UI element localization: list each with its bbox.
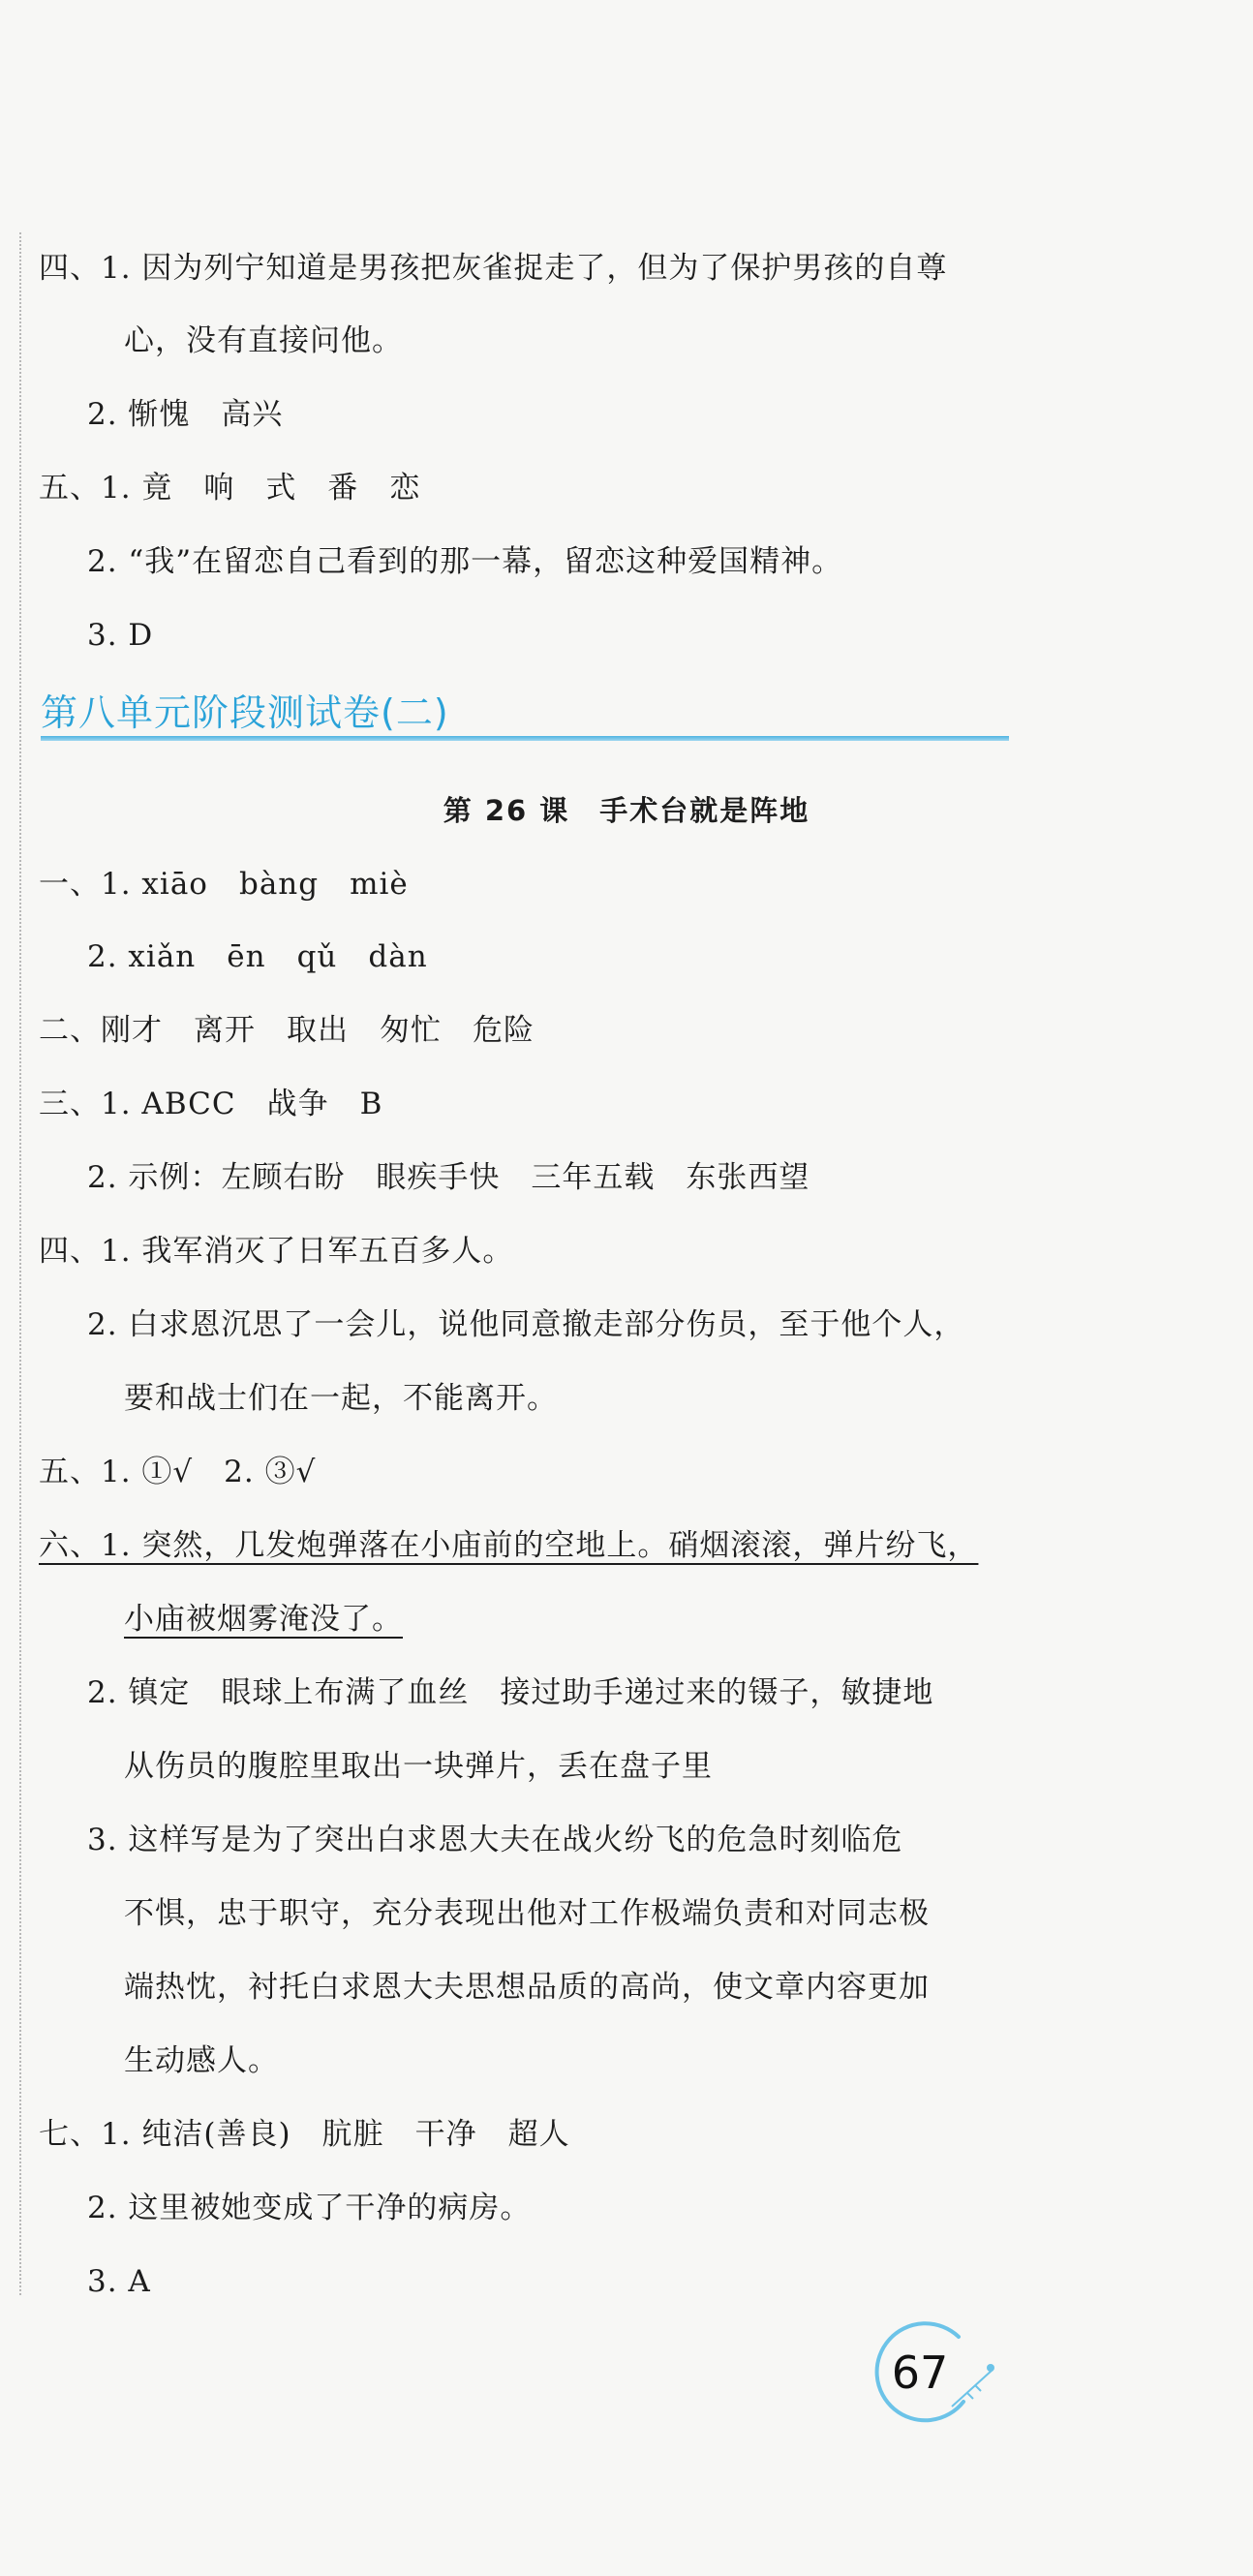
answer-line-underlined: 小庙被烟雾淹没了。 [124, 1602, 403, 1637]
answer-line: 三、1. ABCC 战争 B [39, 1087, 383, 1121]
answer-line: 2. “我”在留恋自己看到的那一幕，留恋这种爱国精神。 [87, 544, 843, 579]
margin-dotted-rule [19, 232, 21, 2295]
answer-line: 2. 白求恩沉思了一会儿，说他同意撤走部分伤员，至于他个人， [87, 1307, 965, 1342]
answer-line: 3. A [87, 2264, 151, 2299]
answer-line: 二、刚才 离开 取出 匆忙 危险 [39, 1013, 535, 1048]
answer-line: 从伤员的腹腔里取出一块弹片，丢在盘子里 [124, 1749, 713, 1784]
page-number-badge [867, 2310, 1012, 2455]
answer-line: 四、1. 我军消灭了日军五百多人。 [39, 1234, 514, 1269]
answer-line: 四、1. 因为列宁知道是男孩把灰雀捉走了，但为了保护男孩的自尊 [39, 251, 948, 286]
answer-line: 一、1. xiāo bàng miè [39, 867, 409, 902]
answer-line: 3. D [87, 618, 154, 653]
answer-line: 生动感人。 [124, 2043, 279, 2078]
answer-line: 2. 惭愧 高兴 [87, 397, 284, 432]
page-number: 67 [891, 2346, 949, 2399]
answer-line: 3. 这样写是为了突出白求恩大夫在战火纷飞的危急时刻临危 [87, 1823, 903, 1857]
answer-line: 要和战士们在一起，不能离开。 [124, 1381, 558, 1416]
answer-line: 2. xiǎn ēn qǔ dàn [87, 939, 428, 974]
answer-line: 2. 示例：左顾右盼 眼疾手快 三年五载 东张西望 [87, 1160, 810, 1195]
answer-line: 不惧，忠于职守，充分表现出他对工作极端负责和对同志极 [124, 1896, 930, 1931]
answer-line: 端热忱，衬托白求恩大夫思想品质的高尚，使文章内容更加 [124, 1970, 930, 2005]
section-underline [41, 736, 1009, 741]
answer-line: 2. 镇定 眼球上布满了血丝 接过助手递过来的镊子，敏捷地 [87, 1675, 934, 1710]
section-title: 第八单元阶段测试卷(二) [41, 691, 449, 734]
answer-line-underlined: 六、1. 突然，几发炮弹落在小庙前的空地上。硝烟滚滚，弹片纷飞， [39, 1528, 979, 1563]
answer-line: 七、1. 纯洁(善良) 肮脏 干净 超人 [39, 2117, 570, 2152]
answer-line: 心，没有直接问他。 [124, 323, 403, 358]
answer-line: 五、1. ①√ 2. ③√ [39, 1455, 317, 1489]
answer-line: 2. 这里被她变成了干净的病房。 [87, 2191, 532, 2225]
lesson-title: 第 26 课 手术台就是阵地 [443, 794, 810, 827]
answer-line: 五、1. 竟 响 式 番 恋 [39, 471, 421, 506]
